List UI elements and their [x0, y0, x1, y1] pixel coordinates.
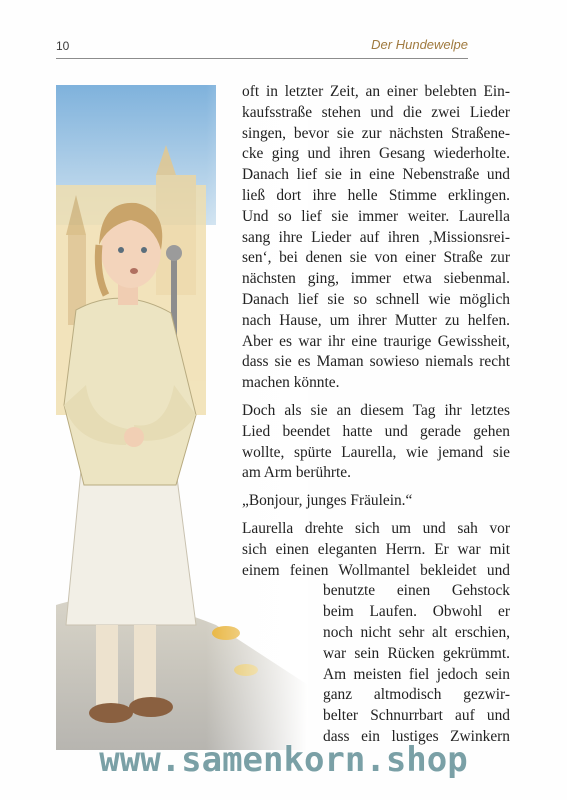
text-line: Lied beendet hatte und gerade gehen [242, 422, 510, 440]
text-line: ließ dort ihre helle Stimme erklingen. [242, 186, 510, 204]
text-line: oft in letzter Zeit, an einer belebten Ein- [242, 83, 510, 100]
paragraph-2 [242, 401, 510, 484]
text-line: Doch als sie an diesem Tag ihr letztes [242, 401, 510, 419]
chapter-title: Der Hundewelpe [371, 37, 468, 52]
paragraph-4 [242, 519, 510, 581]
text-line: Und so lief sie immer weiter. Laurella [242, 207, 510, 225]
text-line: Danach lief sie so schnell wie möglich [242, 290, 510, 308]
paragraph-1 [242, 82, 510, 394]
text-line: Danach lief sie in eine Nebenstraße und [242, 166, 510, 184]
text-line: „Bonjour, junges Fräulein.“ [242, 492, 413, 510]
text-line: dass sie es Maman sowieso niemals recht [242, 353, 510, 371]
text-line: sich einen eleganten Herrn. Er war mit [242, 540, 510, 558]
text-line: wollte, spürte Laurella, wie jemand sie [242, 443, 510, 461]
text-line: ganz altmodisch gezwir- [323, 686, 510, 704]
text-line: benutzte einen Gehstock [323, 582, 510, 600]
watermark-url: www.samenkorn.shop [99, 740, 468, 780]
text-line: beim Laufen. Obwohl er [323, 603, 510, 621]
text-line: dass ein lustiges Zwinkern [323, 727, 510, 745]
body-text [242, 82, 510, 755]
text-line: sen‘, bei denen sie von einer Straße zur [242, 249, 510, 267]
text-line: sang ihre Lieder auf ihren ‚Missionsrei- [242, 228, 510, 246]
text-line: einem feinen Wollmantel bekleidet und [242, 561, 510, 579]
text-line: belter Schnurrbart auf und [323, 707, 510, 725]
text-line: war sein Rücken gekrümmt. [323, 644, 510, 662]
text-line: kaufsstraße stehen und die zwei Lieder [242, 103, 510, 121]
header-rule [56, 58, 468, 59]
text-line: nach Hause, um ihrer Mutter zu helfen. [242, 311, 510, 329]
text-line: cke ging und ihren Gesang wiederholte. [242, 145, 510, 163]
text-line: am Arm berührte. [242, 464, 351, 482]
text-line: machen könnte. [242, 374, 340, 392]
text-line: nächsten ging, immer etwa siebenmal. [242, 270, 510, 288]
text-line: Aber es war ihr eine traurige Gewissheit, [242, 332, 510, 350]
page-number: 10 [56, 39, 70, 53]
text-line: Laurella drehte sich um und sah vor [242, 519, 510, 537]
paragraph-3-dialog [242, 491, 510, 512]
paragraph-4-indented [323, 581, 510, 747]
text-line: Am meisten fiel jedoch sein [323, 665, 510, 683]
text-line: noch nicht sehr alt erschien, [323, 623, 510, 641]
text-line: singen, bevor sie zur nächsten Straßene- [242, 124, 510, 142]
